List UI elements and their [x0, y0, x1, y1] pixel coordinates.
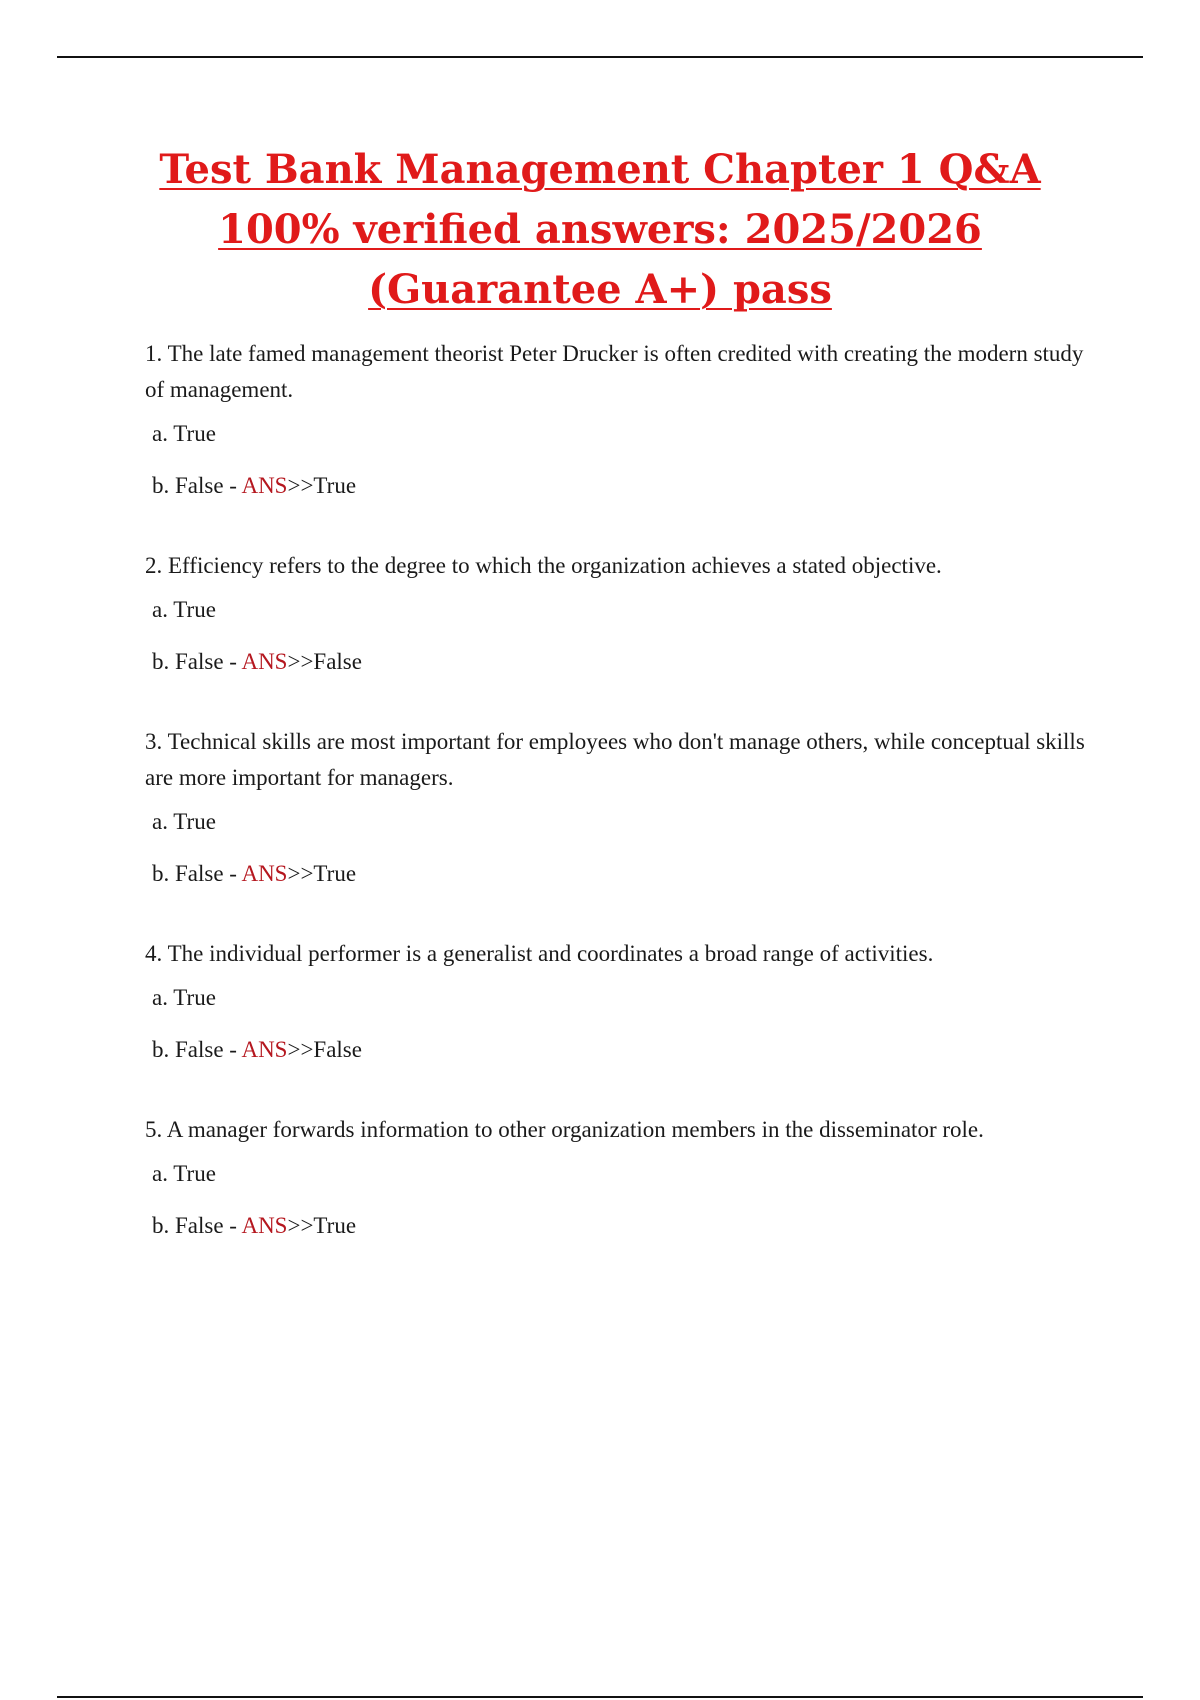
- question-text: 1. The late famed management theorist Peter Drucker is often credited with creating the modern study of management.: [145, 341, 1084, 402]
- header-rule: [57, 56, 1143, 58]
- question-text: 5. A manager forwards information to other organization members in the disseminator role.: [145, 1117, 984, 1142]
- footer-rule: [57, 1696, 1143, 1698]
- title-line-1: Test Bank Management Chapter 1 Q&A: [159, 146, 1041, 193]
- question-4: [145, 936, 1095, 1063]
- option-b-label: b. False -: [152, 1037, 242, 1062]
- option-b: [152, 861, 1095, 887]
- question-5: [145, 1112, 1095, 1239]
- answer-separator: >>: [287, 1037, 314, 1062]
- question-list: [145, 336, 1095, 1288]
- question-1: [145, 336, 1095, 499]
- answer-separator: >>: [287, 473, 314, 498]
- option-b-label: b. False -: [152, 1213, 242, 1238]
- option-b: [152, 1037, 1095, 1063]
- answer-label: ANS: [241, 473, 288, 498]
- option-a: a. True: [152, 809, 216, 834]
- option-a: a. True: [152, 597, 216, 622]
- answer-label: ANS: [241, 1037, 288, 1062]
- option-a: a. True: [152, 985, 216, 1010]
- question-text: 3. Technical skills are most important for employees who don't manage others, while conceptual skills are more important for managers.: [145, 729, 1085, 790]
- answer-label: ANS: [241, 649, 288, 674]
- answer-value: False: [313, 1037, 362, 1062]
- answer-value: True: [313, 861, 357, 886]
- answer-separator: >>: [287, 861, 314, 886]
- answer-value: True: [313, 473, 357, 498]
- answer-label: ANS: [241, 1213, 288, 1238]
- question-text: 2. Efficiency refers to the degree to which the organization achieves a stated objective.: [145, 553, 942, 578]
- option-b: [152, 473, 1095, 499]
- answer-value: False: [313, 649, 362, 674]
- option-a: a. True: [152, 421, 216, 446]
- question-3: [145, 724, 1095, 887]
- answer-label: ANS: [241, 861, 288, 886]
- option-b: [152, 1213, 1095, 1239]
- title-line-3: (Guarantee A+) pass: [368, 266, 832, 313]
- option-b-label: b. False -: [152, 861, 242, 886]
- title-line-2: 100% verified answers: 2025/2026: [218, 206, 982, 253]
- answer-separator: >>: [287, 649, 314, 674]
- question-text: 4. The individual performer is a generalist and coordinates a broad range of activities.: [145, 941, 934, 966]
- document-title: [100, 140, 1100, 320]
- option-b: [152, 649, 1095, 675]
- option-b-label: b. False -: [152, 473, 242, 498]
- answer-value: True: [313, 1213, 357, 1238]
- option-b-label: b. False -: [152, 649, 242, 674]
- answer-separator: >>: [287, 1213, 314, 1238]
- question-2: [145, 548, 1095, 675]
- option-a: a. True: [152, 1161, 216, 1186]
